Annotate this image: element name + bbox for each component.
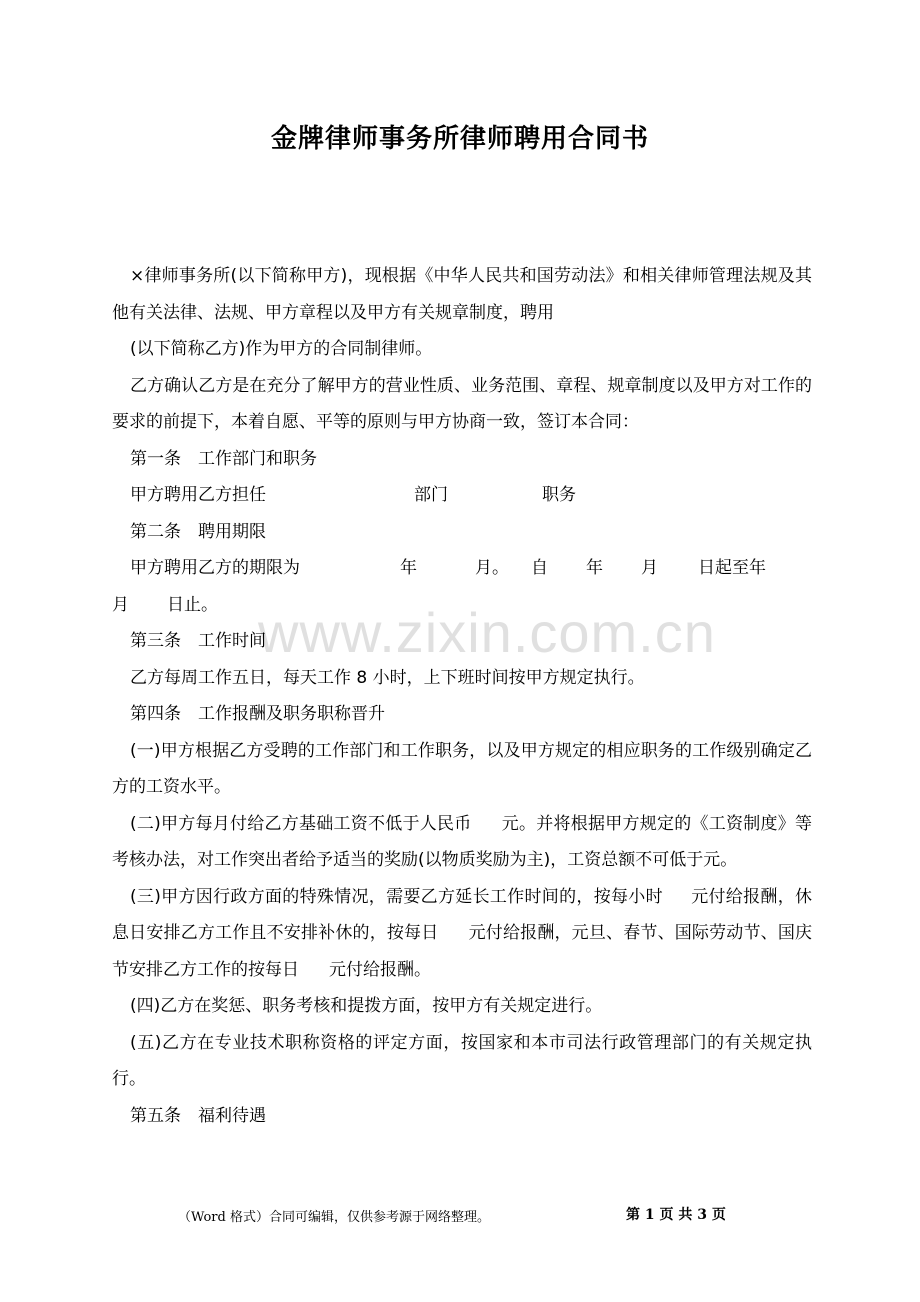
article-1-text [112,477,812,514]
article-2-text-i: 日止。 [167,594,218,615]
contract-body [112,258,812,1134]
article-4-item-5: (五)乙方在专业技术职称资格的评定方面，按国家和本市司法行政管理部门的有关规定执行。 [112,1032,812,1089]
article-3-heading: 第三条 工作时间 [130,631,266,651]
article-2-text-g: 日起至年 [698,558,766,578]
article-4-item-2-a: (二)甲方每月付给乙方基础工资不低于人民币 [130,813,472,834]
article-4-item-3 [112,879,812,989]
article-2-text-h: 月 [112,594,129,615]
article-1-text-c: 职务 [542,485,576,505]
watermark: www.zixin.com.cn [258,601,716,664]
article-1-text-b: 部门 [414,485,448,505]
footer-note: （Word 格式）合同可编辑，仅供参考源于网络整理。 [178,1210,490,1225]
article-2-text-a: 甲方聘用乙方的期限为 [130,558,300,578]
article-2-text-e: 年 [586,558,603,578]
article-4-item-1: (一)甲方根据乙方受聘的工作部门和工作职务，以及甲方规定的相应职务的工作级别确定乙方的工资水平。 [112,740,812,797]
article-1-heading: 第一条 工作部门和职务 [130,448,317,469]
article-2-text-d: 自 [531,558,548,578]
article-1-text-a: 甲方聘用乙方担任 [130,485,266,505]
article-4-item-3-b: 元付给报酬，休息日安排乙方工作且不安排补休的，按每日 [112,886,813,943]
article-4-item-2 [112,806,812,879]
article-4-item-3-a: (三)甲方因行政方面的特殊情况，需要乙方延长工作时间的，按每小时 [130,886,663,907]
article-4-item-3-d: 元付给报酬。 [329,959,431,980]
document-title: 金牌律师事务所律师聘用合同书 [270,124,649,154]
article-3-text: 乙方每周工作五日，每天工作 8 小时，上下班时间按甲方规定执行。 [130,667,645,688]
article-2-text-f: 月 [641,558,658,578]
article-2-text [112,550,812,587]
article-2-text-cont [112,587,812,624]
article-5-heading: 第五条 福利待遇 [130,1105,266,1126]
article-4-item-2-b: 元。并将根据甲方规定的《工资制度》等考核办法，对工作突出者给予适当的奖励(以物质奖励为主)，工资总额不可低于元。 [112,813,813,870]
page-number: 第 1 页 共 3 页 [626,1207,726,1223]
article-4-item-4: (四)乙方在奖惩、职务考核和提拨方面，按甲方有关规定进行。 [130,996,603,1016]
confirmation-paragraph: 乙方确认乙方是在充分了解甲方的营业性质、业务范围、章程、规章制度以及甲方对工作的要求的前提下，本着自愿、平等的原则与甲方协商一致，签订本合同： [112,375,812,432]
intro-paragraph: ×律师事务所(以下简称甲方)，现根据《中华人民共和国劳动法》和相关律师管理法规及其他有关法律、法规、甲方章程以及甲方有关规章制度，聘用 [112,266,812,323]
article-2-heading: 第二条 聘用期限 [130,521,266,542]
article-4-item-3-c: 元付给报酬，元旦、春节、国际劳动节、国庆节安排乙方工作的按每日 [112,923,813,980]
article-2-text-c: 月。 [475,558,509,578]
intro-paragraph-2: (以下简称乙方)作为甲方的合同制律师。 [130,339,433,359]
article-2-text-b: 年 [400,558,417,578]
article-4-heading: 第四条 工作报酬及职务职称晋升 [130,704,385,724]
